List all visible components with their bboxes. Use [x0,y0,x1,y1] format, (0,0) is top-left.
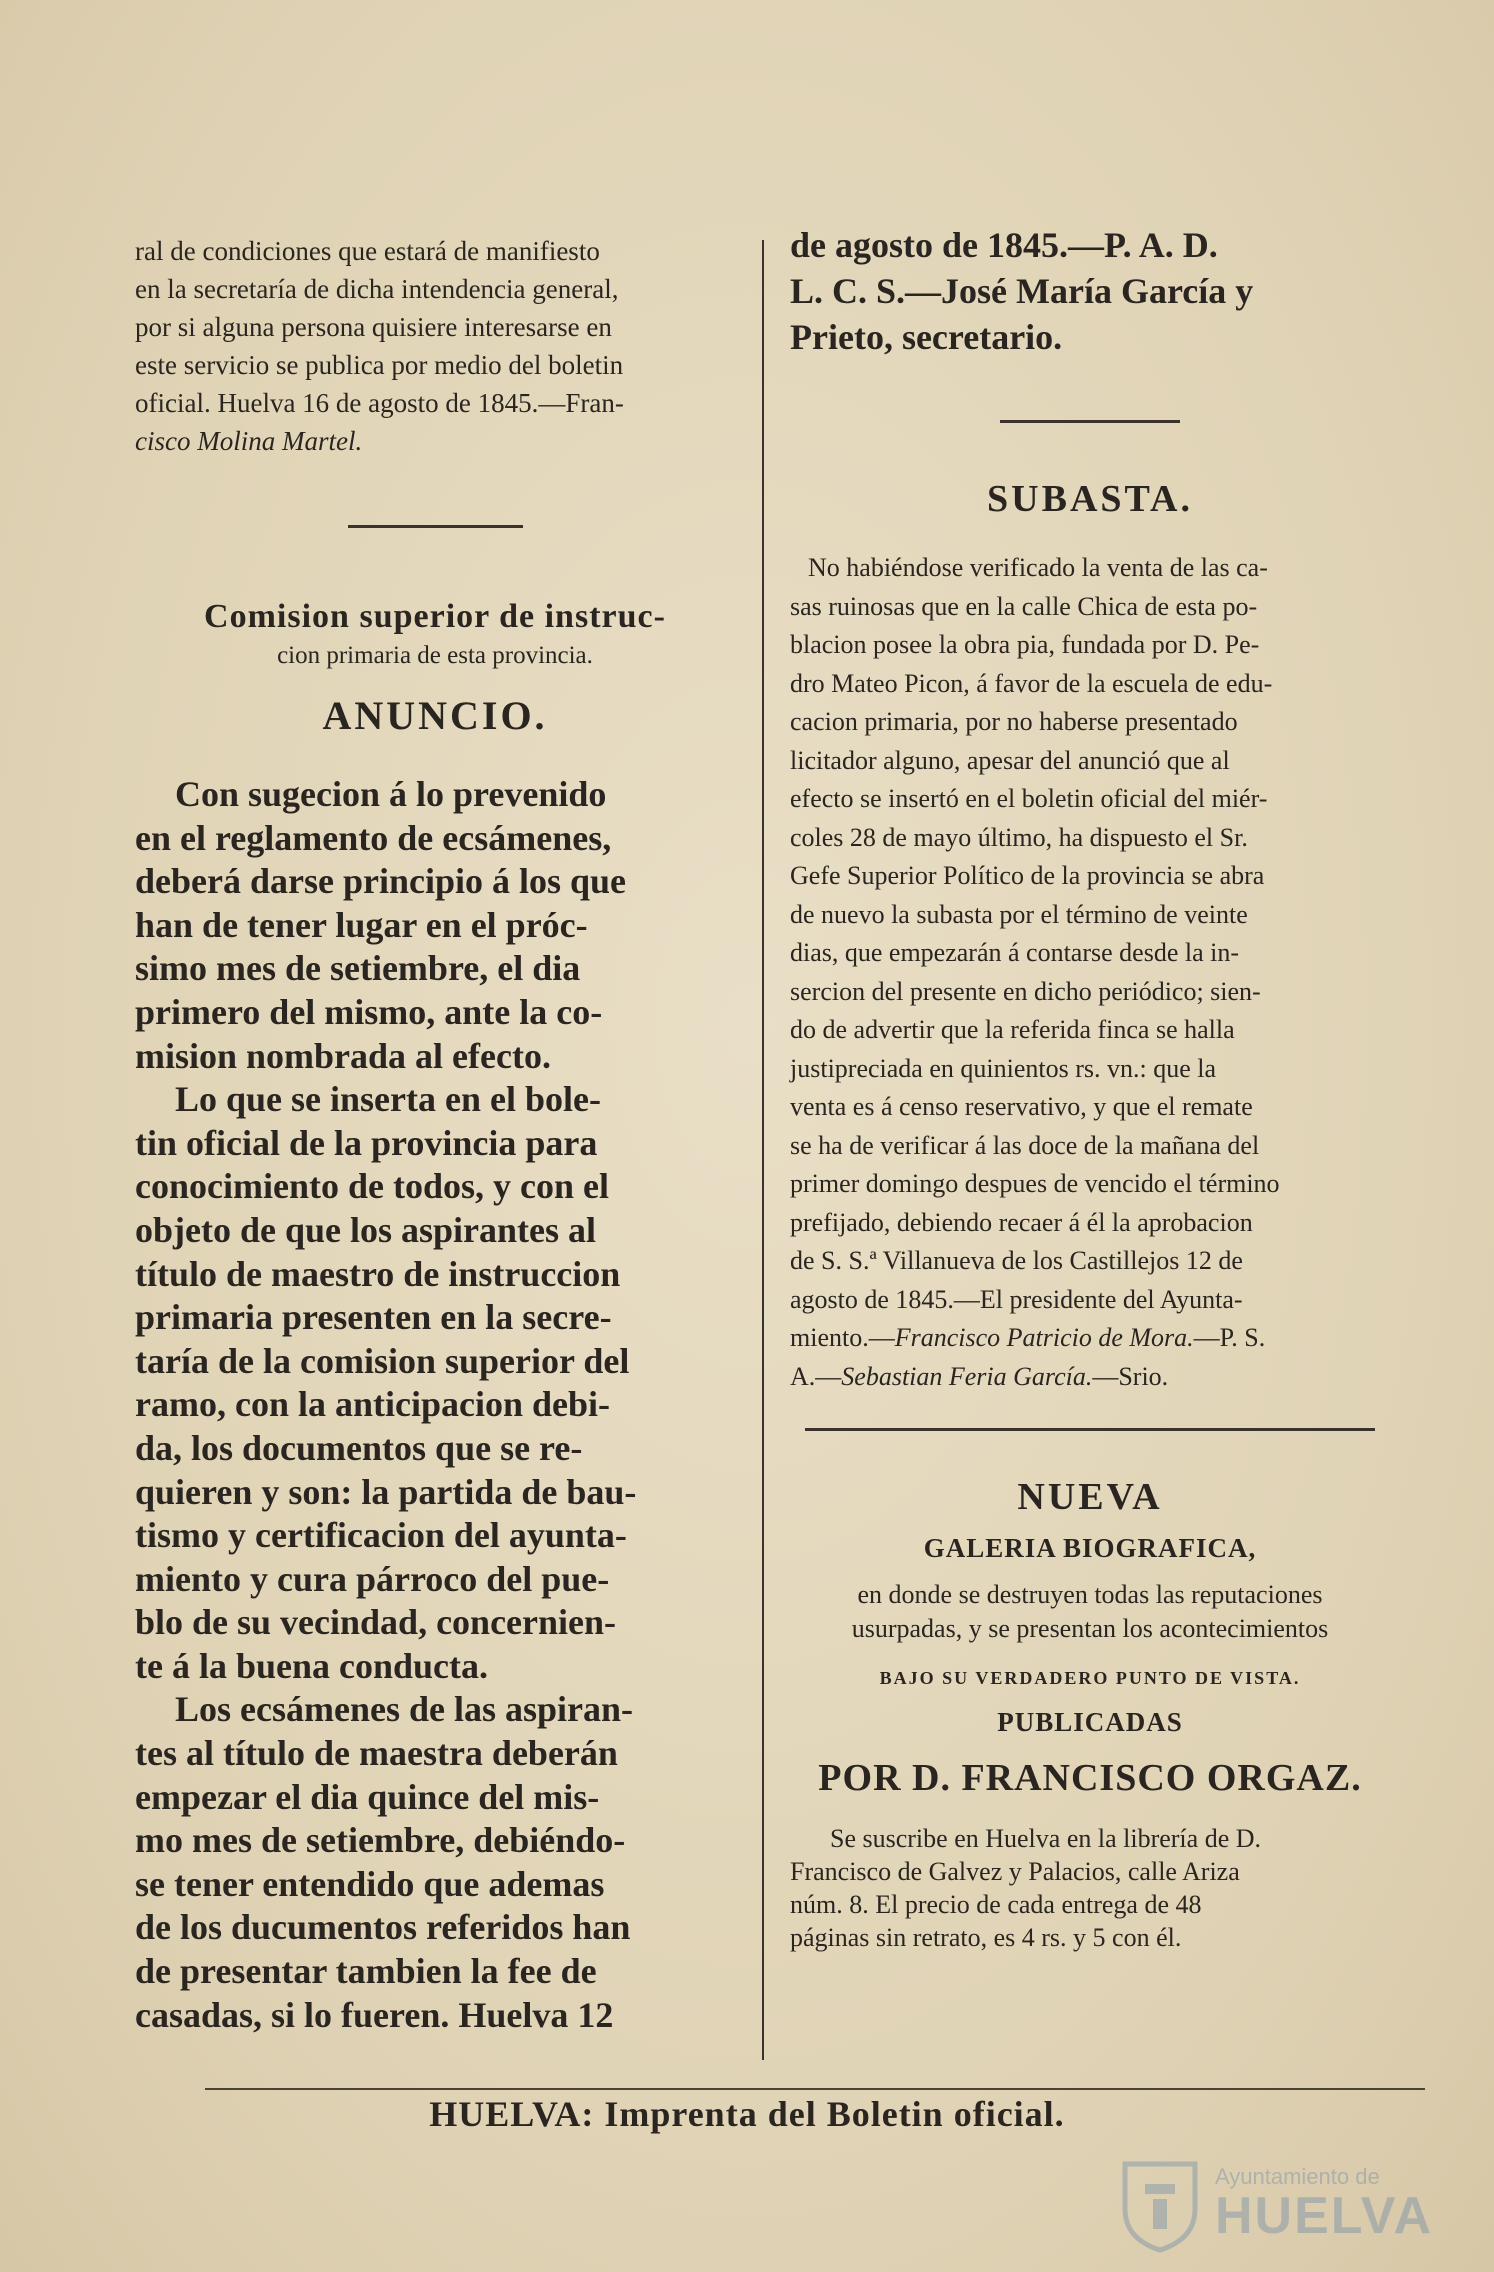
section-divider [805,1428,1375,1431]
text-line: este servicio se publica por medio del boletin [135,350,624,380]
text-line [790,1319,1390,1358]
text-line: cacion primaria, por no haberse presentado [790,707,1238,736]
text-line: tismo y certificacion del ayunta- [135,1515,627,1556]
text-line: en donde se destruyen todas las reputaciones [857,1580,1323,1609]
text-line: Francisco de Galvez y Palacios, calle Ariza [790,1857,1240,1886]
footer-divider [205,2088,1425,2090]
intro-signature: cisco Molina Martel. [135,426,363,456]
text-line: te á la buena conducta. [135,1645,489,1686]
text-line [790,1358,1390,1397]
nueva-title: NUEVA [1017,1476,1163,1518]
subasta-body [790,549,1390,1396]
text-line: de los ducumentos referidos han [135,1907,631,1948]
text-line: Los ecsámenes de las aspiran- [175,1689,633,1730]
text-line: Con sugecion á lo prevenido [175,774,607,814]
author-line: POR D. FRANCISCO ORGAZ. [818,1757,1362,1799]
text-line: licitador alguno, apesar del anunció que al [790,745,1230,775]
text-line: se tener entendido que ademas [135,1863,605,1904]
text-line: en la secretaría de dicha intendencia general, [135,274,619,304]
text-line: deberá darse principio á los que [135,861,627,902]
anuncio-title: ANUNCIO. [322,693,548,738]
text-line: núm. 8. El precio de cada entrega de 48 [790,1890,1202,1919]
text-line: título de maestro de instruccion [135,1253,621,1294]
text-line: tes al título de maestra deberán [135,1733,618,1774]
text-line: blacion posee la obra pia, fundada por D. Pe- [790,630,1260,659]
text-line: usurpadas, y se presentan los acontecimientos [851,1614,1329,1643]
continued-signature [790,222,1390,360]
text-line: simo mes de setiembre, el dia [135,948,581,989]
text-line: páginas sin retrato, es 4 rs. y 5 con él. [790,1923,1182,1952]
text-line: Gefe Superior Político de la provincia se abra [790,861,1265,890]
text-line: da, los documentos que se re- [135,1427,583,1468]
text-line: mision nombrada al efecto. [135,1035,551,1076]
text-line: han de tener lugar en el próc- [135,904,588,945]
signatory-name: Francisco Patricio de Mora. [894,1323,1194,1352]
text-line: de nuevo la subasta por el término de veinte [790,899,1248,929]
text-line: ramo, con la anticipacion debi- [135,1384,610,1425]
text-line: prefijado, debiendo recaer á él la aprobacion [790,1207,1253,1237]
subasta-title: SUBASTA. [987,478,1193,520]
text-line: primero del mismo, ante la co- [135,991,603,1032]
text-line: se ha de verificar á las doce de la mañana del [790,1130,1260,1160]
galeria-description [790,1578,1390,1646]
text-fragment: —Srio. [1092,1361,1169,1391]
text-line: No habiéndose verificado la venta de las ca- [808,553,1268,582]
text-line: objeto de que los aspirantes al [135,1209,597,1250]
punto-vista: BAJO SU VERDADERO PUNTO DE VISTA. [879,1668,1301,1688]
text-line: en el reglamento de ecsámenes, [135,817,612,858]
right-column [790,222,1390,1954]
text-line: sas ruinosas que en la calle Chica de esta po- [790,591,1258,621]
text-line: venta es á censo reservativo, y que el remate [790,1092,1253,1121]
section-divider [1000,420,1180,423]
text-line: efecto se insertó en el boletin oficial del miér- [790,784,1268,813]
text-line: ral de condiciones que estará de manifiesto [135,236,600,266]
text-fragment: A.— [790,1361,842,1391]
section-subtitle: cion primaria de esta provincia. [277,642,593,669]
text-line: quieren y son: la partida de bau- [135,1471,637,1512]
text-line: Se suscribe en Huelva en la librería de D. [830,1824,1262,1853]
section-title: Comision superior de instruc- [204,598,666,635]
coat-of-arms-icon [1115,2154,1205,2254]
left-column [135,232,735,2037]
text-line: de presentar tambien la fee de [135,1951,597,1992]
text-line: Prieto, secretario. [790,317,1063,357]
text-line: de agosto de 1845.—P. A. D. [790,225,1218,265]
watermark-caption: Ayuntamiento de [1215,2164,1380,2189]
intro-paragraph [135,232,735,460]
city-watermark [1105,2150,1485,2260]
text-line: blo de su vecindad, concernien- [135,1602,617,1643]
text-line: mo mes de setiembre, debiéndo- [135,1820,626,1861]
watermark-name: HUELVA [1215,2187,1434,2245]
text-line: sercion del presente en dicho periódico; sien- [790,976,1261,1006]
text-line: dro Mateo Picon, á favor de la escuela de edu- [790,668,1273,698]
subscription-info [790,1822,1390,1954]
text-line: L. C. S.—José María García y [790,271,1254,311]
text-fragment: —P. S. [1193,1323,1266,1352]
text-fragment: miento.— [790,1323,895,1352]
text-line: por si alguna persona quisiere interesarse en [135,312,612,342]
text-line: do de advertir que la referida finca se halla [790,1015,1235,1044]
text-line: casadas, si lo fueren. Huelva 12 [135,1994,614,2035]
text-line: oficial. Huelva 16 de agosto de 1845.—Fran- [135,388,624,418]
text-line: dias, que empezarán á contarse desde la in- [790,938,1240,967]
text-line: miento y cura párroco del pue- [135,1558,610,1599]
text-line: primaria presenten en la secre- [135,1297,612,1338]
text-line: agosto de 1845.—El presidente del Ayunta- [790,1284,1243,1314]
text-line: coles 28 de mayo último, ha dispuesto el Sr. [790,822,1248,852]
anuncio-body [135,773,735,2037]
text-line: conocimiento de todos, y con el [135,1166,609,1207]
text-line: taría de la comision superior del [135,1340,630,1381]
section-divider [348,525,523,528]
text-line: Lo que se inserta en el bole- [175,1079,601,1120]
printer-footer: HUELVA: Imprenta del Boletin oficial. [429,2094,1065,2134]
column-divider [762,240,764,2060]
signatory-name: Sebastian Feria García. [841,1361,1093,1391]
text-line: justipreciada en quinientos rs. vn.: que la [790,1053,1217,1083]
text-line: de S. S.ª Villanueva de los Castillejos 12 de [790,1246,1243,1275]
publicadas-label: PUBLICADAS [997,1707,1183,1737]
text-line: tin oficial de la provincia para [135,1122,598,1163]
text-line: empezar el dia quince del mis- [135,1776,600,1817]
galeria-title: GALERIA BIOGRAFICA, [923,1533,1257,1563]
text-line: primer domingo despues de vencido el término [790,1169,1280,1198]
